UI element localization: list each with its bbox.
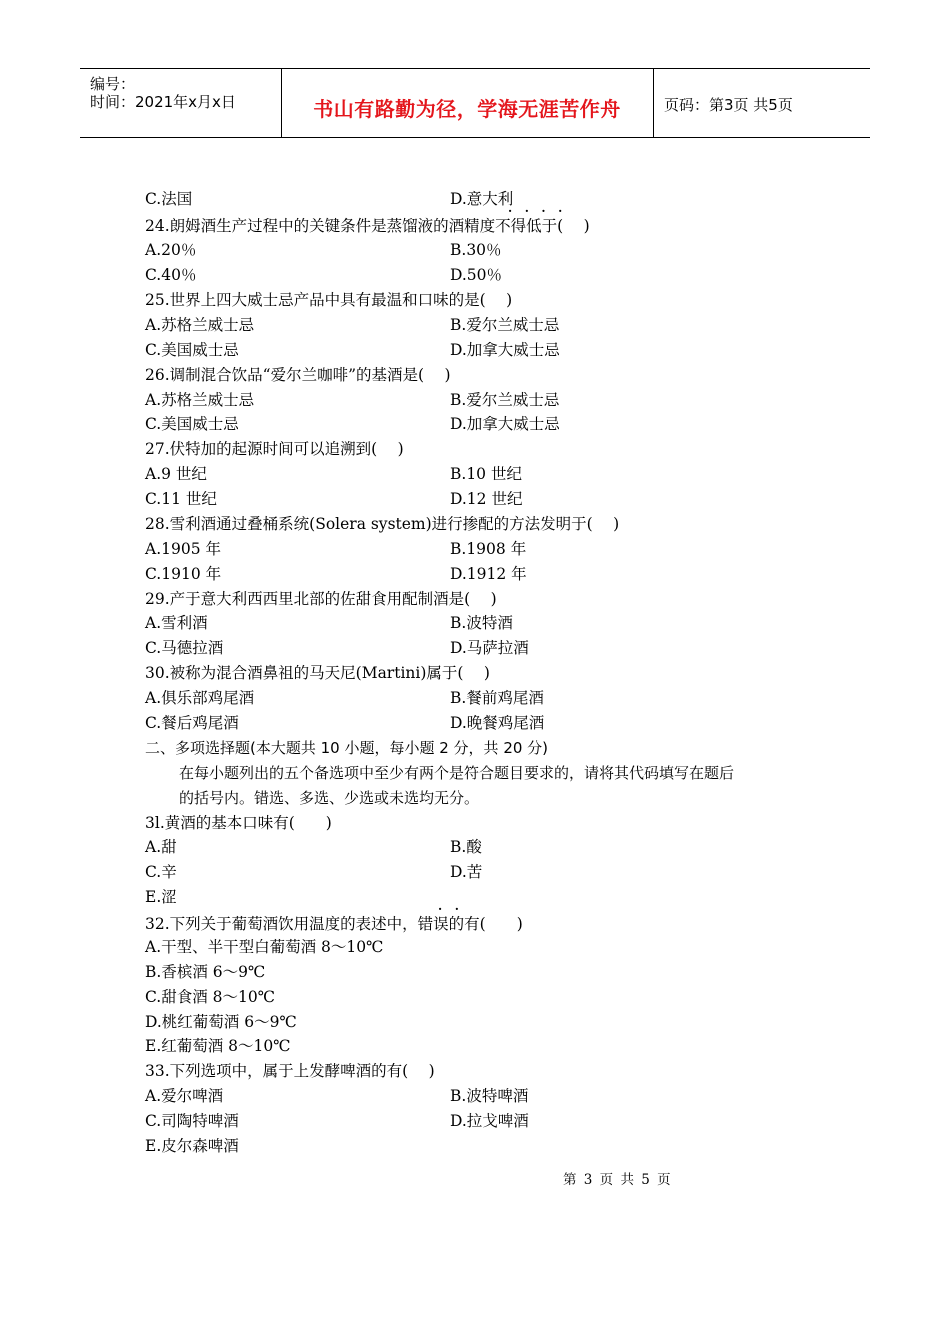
question-line: 3l.黄酒的基本口味有( ) [145, 814, 332, 832]
option-line: C.1910 年 [145, 565, 222, 583]
option-line: D.苦 [450, 863, 483, 881]
option-line: D.加拿大威士忌 [450, 415, 560, 433]
option-line: B.爱尔兰威士忌 [450, 316, 560, 334]
question-line: 29.产于意大利西西里北部的佐甜食用配制酒是( ) [145, 590, 497, 608]
option-line: B.波特酒 [450, 614, 513, 632]
document-header [80, 68, 870, 138]
page-code: 页码：第3页 共5页 [664, 96, 793, 114]
option-line: A.20％ [145, 241, 197, 259]
option-line: C.甜食酒 8～10℃ [145, 988, 276, 1006]
motto: 书山有路勤为径，学海无涯苦作舟 [313, 97, 621, 121]
option-line: B.酸 [450, 838, 482, 856]
time-label: 时间：2021年x月x日 [90, 93, 236, 111]
option-line: A.甜 [145, 838, 177, 856]
option-line: D.加拿大威士忌 [450, 341, 560, 359]
option-line: A.9 世纪 [145, 465, 207, 483]
option-line: B.波特啤酒 [450, 1087, 529, 1105]
option-line: A.爱尔啤酒 [145, 1087, 224, 1105]
option-line: A.雪利酒 [145, 614, 208, 632]
option-line: C.40％ [145, 266, 197, 284]
option-line: A.干型、半干型白葡萄酒 8～10℃ [145, 938, 384, 956]
header-info-cell [80, 69, 282, 137]
option-line: C.辛 [145, 863, 177, 881]
option-line: D.晚餐鸡尾酒 [450, 714, 545, 732]
option-line: B.餐前鸡尾酒 [450, 689, 544, 707]
option-line: C.司陶特啤酒 [145, 1112, 239, 1130]
page-footer: 第 3 页 共 5 页 [563, 1172, 671, 1188]
option-line: D.桃红葡萄酒 6～9℃ [145, 1013, 297, 1031]
option-line: C.11 世纪 [145, 490, 217, 508]
header-page-cell [654, 69, 870, 137]
option-line: B.30％ [450, 241, 502, 259]
option-line: B.10 世纪 [450, 465, 522, 483]
option-line: A.俱乐部鸡尾酒 [145, 689, 255, 707]
section-instruction: 在每小题列出的五个备选项中至少有两个是符合题目要求的，请将其代码填写在题后 [179, 764, 735, 782]
section-instruction: 的括号内。错选、多选、少选或未选均无分。 [179, 789, 480, 807]
question-line: 25.世界上四大威士忌产品中具有最温和口味的是( ) [145, 291, 513, 309]
option-line: C.美国威士忌 [145, 415, 239, 433]
option-line: A.苏格兰威士忌 [145, 391, 255, 409]
option-line: C.法国 [145, 190, 193, 208]
header-motto-cell [281, 69, 654, 137]
option-line: D.12 世纪 [450, 490, 523, 508]
number-label: 编号： [90, 75, 136, 93]
emphasis-dots: · · · · [508, 204, 563, 218]
option-line: B.香槟酒 6～9℃ [145, 963, 266, 981]
section-title: 二、多项选择题(本大题共 10 小题，每小题 2 分，共 20 分) [145, 739, 549, 757]
option-line: D.拉戈啤酒 [450, 1112, 529, 1130]
option-line: E.皮尔森啤酒 [145, 1137, 239, 1155]
option-line: B.爱尔兰威士忌 [450, 391, 560, 409]
option-line: D.50％ [450, 266, 503, 284]
question-line: 28.雪利酒通过叠桶系统(Solera system)进行掺配的方法发明于( ) [145, 515, 620, 533]
option-line: A.苏格兰威士忌 [145, 316, 255, 334]
question-line: 33.下列选项中，属于上发酵啤酒的有( ) [145, 1062, 435, 1080]
emphasis-dots: · · [438, 902, 459, 916]
option-line: B.1908 年 [450, 540, 527, 558]
option-line: C.美国威士忌 [145, 341, 239, 359]
option-line: D.1912 年 [450, 565, 527, 583]
question-line: 26.调制混合饮品“爱尔兰咖啡”的基酒是( ) [145, 366, 451, 384]
option-line: E.涩 [145, 888, 177, 906]
question-line: 30.被称为混合酒鼻祖的马天尼(Martini)属于( ) [145, 664, 490, 682]
option-line: E.红葡萄酒 8～10℃ [145, 1037, 291, 1055]
option-line: A.1905 年 [145, 540, 221, 558]
question-line: 27.伏特加的起源时间可以追溯到( ) [145, 440, 404, 458]
question-line: 24.朗姆酒生产过程中的关键条件是蒸馏液的酒精度不得低于( ) [145, 217, 590, 235]
question-line: 32.下列关于葡萄酒饮用温度的表述中，错误的有( ) [145, 915, 523, 933]
option-line: D.意大利 [450, 190, 514, 208]
option-line: D.马萨拉酒 [450, 639, 529, 657]
option-line: C.餐后鸡尾酒 [145, 714, 239, 732]
option-line: C.马德拉酒 [145, 639, 224, 657]
